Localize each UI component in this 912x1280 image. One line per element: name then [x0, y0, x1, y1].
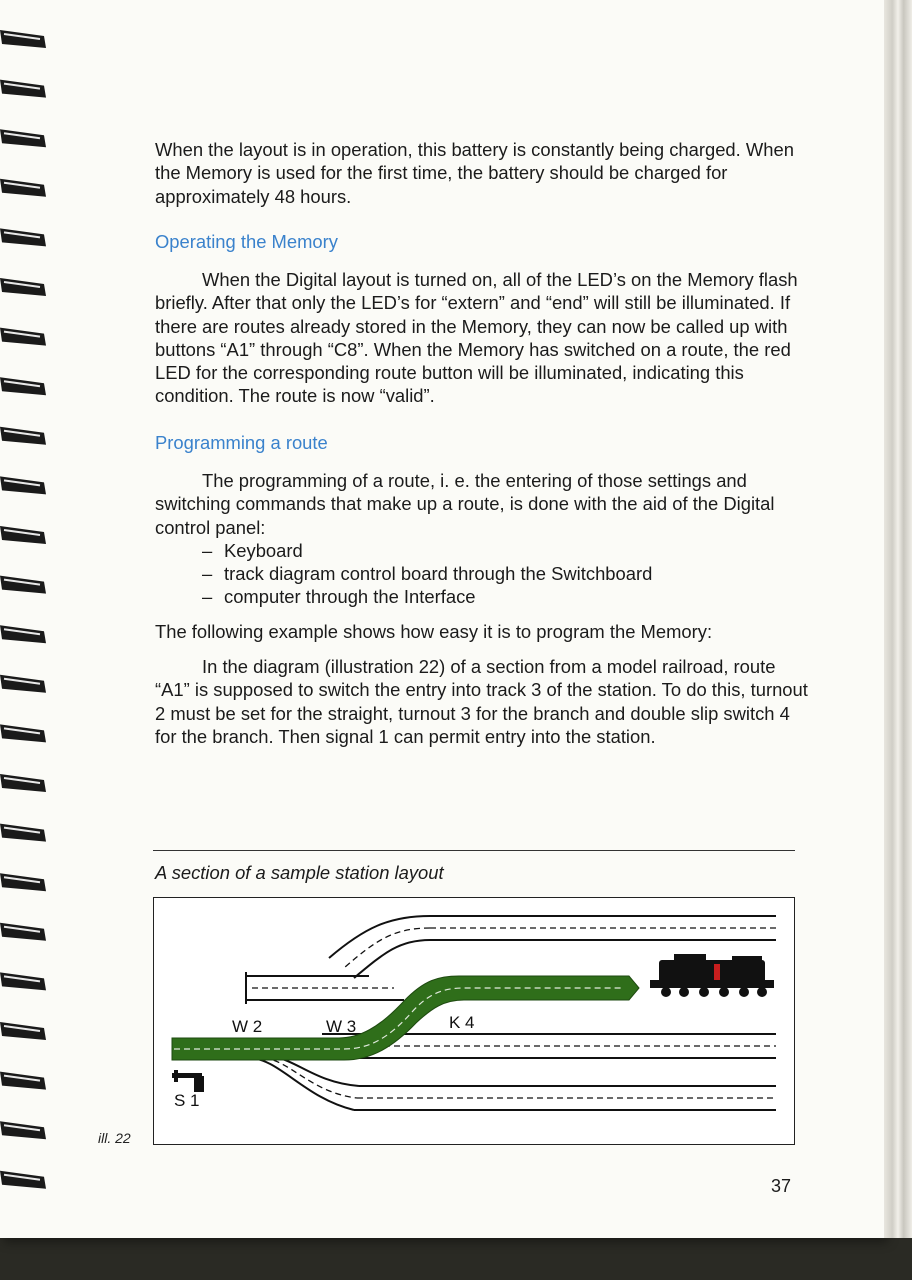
illustration-label: ill. 22 [98, 1130, 131, 1146]
page-stack-edge [884, 0, 912, 1238]
page-number: 37 [771, 1176, 792, 1196]
control-methods-list [155, 539, 815, 609]
operating-paragraph: When the Digital layout is turned on, all of the LED’s on the Memory flash briefly. After that only the LED’s for “extern” and “end” will still be illuminated. If there are routes already stored in the Memory, they can now be called up with buttons “A1” through “C8”. When the Memory has switched on a route, the red LED for the corresponding route button will be illuminated, indicating this condition. The route is now “valid”. [155, 269, 798, 407]
example-intro: The following example shows how easy it is to program the Memory: [155, 620, 713, 642]
signal-s1-icon [172, 1070, 204, 1092]
label-w3: W 3 [326, 1017, 357, 1036]
track-centerline [264, 1058, 357, 1098]
label-k4: K 4 [449, 1013, 475, 1032]
example-paragraph: In the diagram (illustration 22) of a section from a model railroad, route “A1” is supposed to switch the entry into track 3 of the station. To do this, turnout 2 must be set for the straight, turnout 3 for the branch and double slip switch 4 for the branch. Then signal 1 can permit entry into the station. [155, 656, 808, 747]
intro-paragraph: When the layout is in operation, this battery is constantly being charged. When the Memory is used for the first time, the battery should be charged for approximately 48 hours. [155, 139, 794, 207]
programming-paragraph: The programming of a route, i. e. the entering of those settings and switching commands that make up a route, is done with the aid of the Digital control panel: [155, 470, 775, 538]
heading-programming-route: Programming a route [155, 432, 328, 453]
label-w2: W 2 [232, 1017, 263, 1036]
label-s1: S 1 [174, 1091, 200, 1110]
divider [153, 850, 795, 851]
locomotive-icon [650, 954, 774, 997]
track-rail [354, 940, 430, 978]
heading-operating-memory: Operating the Memory [155, 231, 338, 252]
programming-block [155, 469, 815, 748]
track-diagram-svg [154, 898, 793, 1143]
list-item: – track diagram control board through the Switchboard [202, 562, 815, 585]
track-rail [249, 1058, 354, 1110]
list-item: – computer through the Interface [202, 585, 815, 608]
track-rail [329, 916, 430, 958]
station-track-diagram [153, 897, 795, 1145]
spiral-binding [0, 20, 56, 1220]
track-centerline [344, 928, 430, 968]
track-rail [279, 1058, 359, 1086]
figure-caption: A section of a sample station layout [155, 862, 444, 883]
list-item: – Keyboard [202, 539, 815, 562]
